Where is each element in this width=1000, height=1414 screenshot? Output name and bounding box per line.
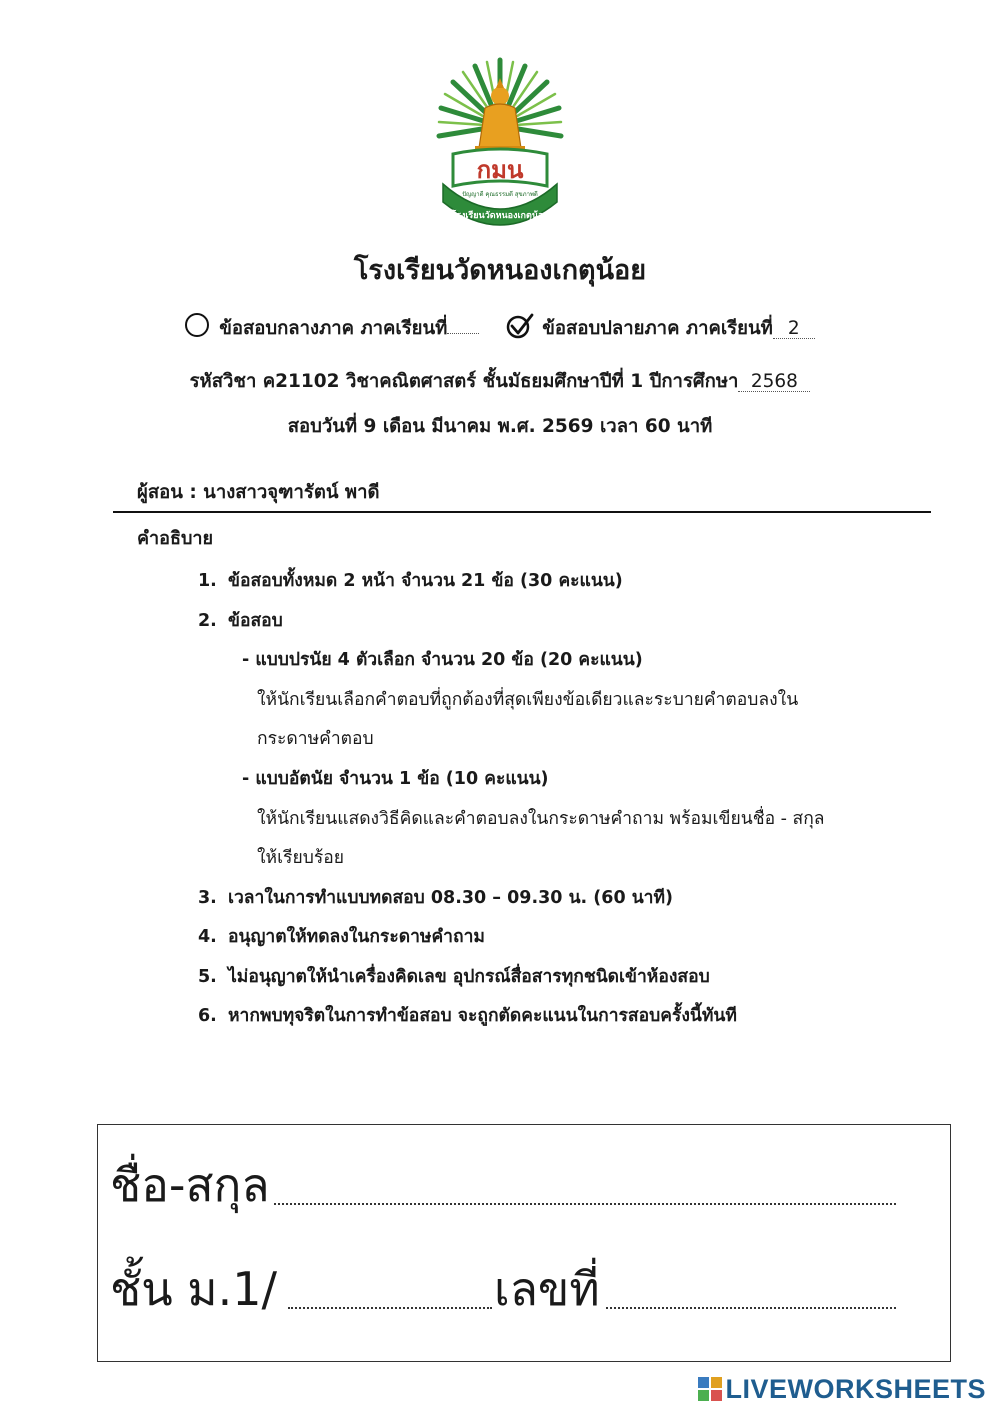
school-logo	[435, 56, 565, 231]
class-field[interactable]	[288, 1307, 492, 1309]
svg-text:กมน: กมน	[476, 156, 524, 184]
final-term-field[interactable]: 2	[773, 319, 815, 339]
part-detail-line: กระดาษคำตอบ	[257, 729, 374, 749]
watermark-text: LIVEWORKSHEETS	[725, 1374, 986, 1404]
school-emblem-icon	[435, 56, 565, 231]
class-label: ชั้น ม.1/	[110, 1262, 277, 1316]
teacher-name: ผู้สอน : นางสาวจุฑารัตน์ พาดี	[137, 482, 380, 503]
instruction-item: 6. หากพบทุจริตในการทำข้อสอบ จะถูกตัดคะแนนในการสอบครั้งนี้ทันที	[198, 1006, 737, 1026]
midterm-term-field[interactable]	[447, 333, 479, 334]
liveworksheets-watermark	[698, 1374, 986, 1405]
school-name: โรงเรียนวัดหนองเกตุน้อย	[353, 255, 647, 286]
svg-text:ปัญญาดี คุณธรรมดี สุขภาพดี: ปัญญาดี คุณธรรมดี สุขภาพดี	[462, 191, 538, 198]
midterm-radio-icon[interactable]	[185, 313, 209, 337]
course-line	[0, 367, 1000, 396]
exam-type-line	[0, 313, 1000, 343]
part-detail-line: ให้นักเรียนแสดงวิธีคิดและคำตอบลงในกระดาษคำถาม พร้อมเขียนชื่อ - สกุล	[257, 809, 825, 829]
liveworksheets-logo-icon	[698, 1377, 722, 1401]
final-label: ข้อสอบปลายภาค ภาคเรียนที่	[542, 318, 773, 339]
midterm-label: ข้อสอบกลางภาค ภาคเรียนที่	[219, 318, 448, 339]
divider	[113, 511, 931, 513]
instruction-item: 5. ไม่อนุญาตให้นำเครื่องคิดเลข อุปกรณ์สื่อสารทุกชนิดเข้าห้องสอบ	[198, 967, 710, 987]
name-field[interactable]	[274, 1203, 896, 1205]
instruction-item: 1. ข้อสอบทั้งหมด 2 หน้า จำนวน 21 ข้อ (30 คะแนน)	[198, 571, 623, 591]
exam-date-line: สอบวันที่ 9 เดือน มีนาคม พ.ศ. 2569 เวลา 60 นาที	[287, 416, 713, 437]
part-heading-objective: - แบบปรนัย 4 ตัวเลือก จำนวน 20 ข้อ (20 คะแนน)	[242, 650, 643, 670]
checked-circle-icon[interactable]	[506, 313, 534, 339]
part-heading-subjective: - แบบอัตนัย จำนวน 1 ข้อ (10 คะแนน)	[242, 769, 549, 789]
number-field[interactable]	[606, 1307, 896, 1309]
academic-year-field[interactable]: 2568	[738, 372, 810, 392]
name-label: ชื่อ-สกุล	[110, 1158, 270, 1212]
instructions-title: คำอธิบาย	[137, 528, 214, 549]
instruction-item: 2. ข้อสอบ	[198, 611, 283, 631]
svg-text:โรงเรียนวัดหนองเกตุน้อย: โรงเรียนวัดหนองเกตุน้อย	[451, 211, 549, 221]
number-label: เลขที่	[494, 1262, 600, 1316]
instruction-item: 4. อนุญาตให้ทดลงในกระดาษคำถาม	[198, 927, 485, 947]
student-info-box	[97, 1124, 951, 1362]
part-detail-line: ให้นักเรียนเลือกคำตอบที่ถูกต้องที่สุดเพียงข้อเดียวและระบายคำตอบลงใน	[257, 690, 799, 710]
course-info: รหัสวิชา ค21102 วิชาคณิตศาสตร์ ชั้นมัธยมศึกษาปีที่ 1 ปีการศึกษา	[189, 371, 739, 392]
part-detail-line: ให้เรียบร้อย	[257, 848, 344, 868]
instruction-item: 3. เวลาในการทำแบบทดสอบ 08.30 – 09.30 น. (60 นาที)	[198, 888, 674, 908]
